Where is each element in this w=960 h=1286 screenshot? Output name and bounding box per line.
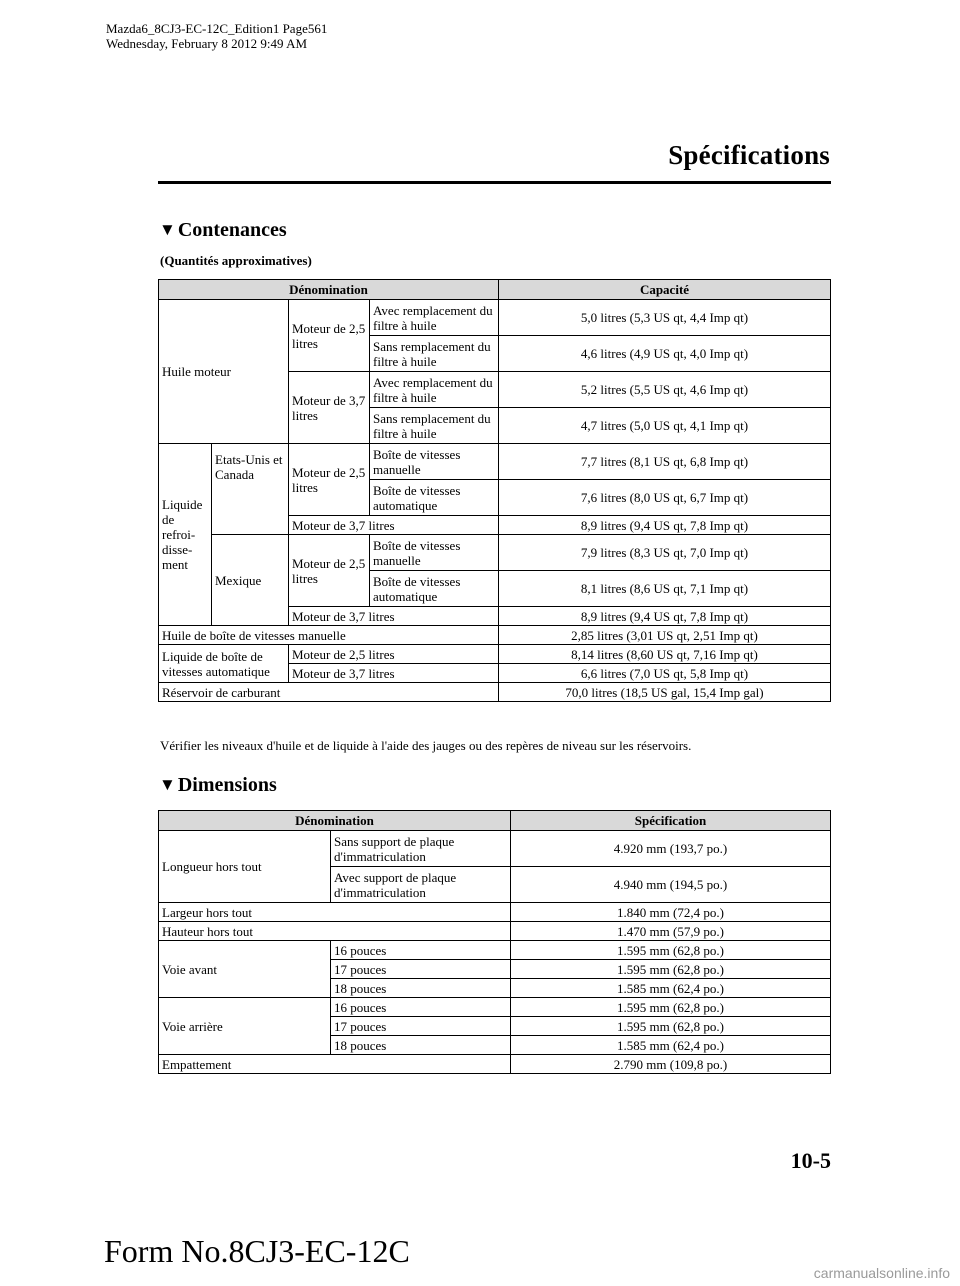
contenances-table xyxy=(158,279,831,702)
moteur-37-label: Moteur de 3,7 litres xyxy=(289,664,499,683)
table-cell-value: 4,6 litres (4,9 US qt, 4,0 Imp qt) xyxy=(499,336,831,372)
verify-note: Vérifier les niveaux d'huile et de liquide à l'aide des jauges ou des repères de niveau sur les réservoirs. xyxy=(160,738,692,753)
moteur-25-label: Moteur de 2,5 litres xyxy=(289,444,370,516)
approx-note: (Quantités approximatives) xyxy=(160,253,312,268)
table-row xyxy=(159,831,831,867)
table-row xyxy=(159,300,831,336)
contenances-heading xyxy=(159,219,287,242)
table-cell-value: 1.595 mm (62,8 po.) xyxy=(511,1017,831,1036)
moteur-37-label: Moteur de 3,7 litres xyxy=(289,607,499,626)
voie-avant-label: Voie avant xyxy=(159,941,331,998)
table-row xyxy=(159,941,831,960)
moteur-25-label: Moteur de 2,5 litres xyxy=(289,300,370,372)
table-cell-value: 70,0 litres (18,5 US gal, 15,4 Imp gal) xyxy=(499,683,831,702)
hauteur-label: Hauteur hors tout xyxy=(159,922,511,941)
table-cell-value: 1.585 mm (62,4 po.) xyxy=(511,979,831,998)
contenances-heading-text: Contenances xyxy=(177,219,287,241)
sans-filtre-label: Sans remplacement du filtre à huile xyxy=(370,336,499,372)
watermark: carmanualsonline.info xyxy=(813,1265,950,1281)
sans-support-label: Sans support de plaque d'immatriculation xyxy=(331,831,511,867)
col-header-denomination: Dénomination xyxy=(159,280,499,300)
pouces-label: 18 pouces xyxy=(331,1036,511,1055)
liquide-refroidissement-label: Liquide de refroi- disse- ment xyxy=(159,444,212,626)
huile-moteur-label: Huile moteur xyxy=(159,300,289,444)
moteur-25-label: Moteur de 2,5 litres xyxy=(289,535,370,607)
form-number: Form No.8CJ3-EC-12C xyxy=(104,1233,410,1269)
moteur-25-label: Moteur de 2,5 litres xyxy=(289,645,499,664)
reservoir-label: Réservoir de carburant xyxy=(159,683,499,702)
table-header-row xyxy=(159,811,831,831)
triangle-icon: ▼ xyxy=(159,775,176,794)
pouces-label: 18 pouces xyxy=(331,979,511,998)
table-cell-value: 5,2 litres (5,5 US qt, 4,6 Imp qt) xyxy=(499,372,831,408)
table-cell-value: 1.595 mm (62,8 po.) xyxy=(511,941,831,960)
table-cell-value: 8,14 litres (8,60 US qt, 7,16 Imp qt) xyxy=(499,645,831,664)
table-cell-value: 4.940 mm (194,5 po.) xyxy=(511,867,831,903)
longueur-label: Longueur hors tout xyxy=(159,831,331,903)
table-cell-value: 4.920 mm (193,7 po.) xyxy=(511,831,831,867)
table-cell-value: 1.595 mm (62,8 po.) xyxy=(511,998,831,1017)
table-cell-value: 2.790 mm (109,8 po.) xyxy=(511,1055,831,1074)
table-row xyxy=(159,626,831,645)
pouces-label: 17 pouces xyxy=(331,960,511,979)
table-row xyxy=(159,645,831,664)
table-cell-value: 5,0 litres (5,3 US qt, 4,4 Imp qt) xyxy=(499,300,831,336)
avec-filtre-label: Avec remplacement du filtre à huile xyxy=(370,372,499,408)
bv-auto-label: Boîte de vitesses automatique xyxy=(370,571,499,607)
table-cell-value: 6,6 litres (7,0 US qt, 5,8 Imp qt) xyxy=(499,664,831,683)
table-row xyxy=(159,1055,831,1074)
liquide-bv-auto-label: Liquide de boîte de vitesses automatique xyxy=(159,645,289,683)
pouces-label: 16 pouces xyxy=(331,941,511,960)
avec-support-label: Avec support de plaque d'immatriculation xyxy=(331,867,511,903)
etats-unis-canada-label: Etats-Unis et Canada xyxy=(212,444,289,535)
col-header-specification: Spécification xyxy=(511,811,831,831)
table-row xyxy=(159,444,831,480)
table-cell-value: 8,1 litres (8,6 US qt, 7,1 Imp qt) xyxy=(499,571,831,607)
table-row xyxy=(159,535,831,571)
pouces-label: 16 pouces xyxy=(331,998,511,1017)
mexique-label: Mexique xyxy=(212,535,289,626)
table-cell-value: 1.595 mm (62,8 po.) xyxy=(511,960,831,979)
table-cell-value: 2,85 litres (3,01 US qt, 2,51 Imp qt) xyxy=(499,626,831,645)
table-cell-value: 7,6 litres (8,0 US qt, 6,7 Imp qt) xyxy=(499,480,831,516)
bv-manuelle-label: Boîte de vitesses manuelle xyxy=(370,535,499,571)
page-number: 10-5 xyxy=(790,1148,831,1173)
dimensions-heading xyxy=(159,774,277,797)
avec-filtre-label: Avec remplacement du filtre à huile xyxy=(370,300,499,336)
table-cell-value: 7,9 litres (8,3 US qt, 7,0 Imp qt) xyxy=(499,535,831,571)
table-cell-value: 1.470 mm (57,9 po.) xyxy=(511,922,831,941)
col-header-capacite: Capacité xyxy=(499,280,831,300)
table-row xyxy=(159,903,831,922)
print-header-line2: Wednesday, February 8 2012 9:49 AM xyxy=(106,36,308,51)
table-row xyxy=(159,922,831,941)
table-cell-value: 1.585 mm (62,4 po.) xyxy=(511,1036,831,1055)
col-header-denomination: Dénomination xyxy=(159,811,511,831)
table-header-row xyxy=(159,280,831,300)
dimensions-table xyxy=(158,810,831,1074)
table-cell-value: 4,7 litres (5,0 US qt, 4,1 Imp qt) xyxy=(499,408,831,444)
bv-manuelle-label: Boîte de vitesses manuelle xyxy=(370,444,499,480)
dimensions-heading-text: Dimensions xyxy=(177,774,277,796)
largeur-label: Largeur hors tout xyxy=(159,903,511,922)
moteur-37-label: Moteur de 3,7 litres xyxy=(289,372,370,444)
moteur-37-label: Moteur de 3,7 litres xyxy=(289,516,499,535)
huile-bv-manuelle-label: Huile de boîte de vitesses manuelle xyxy=(159,626,499,645)
table-row xyxy=(159,683,831,702)
voie-arriere-label: Voie arrière xyxy=(159,998,331,1055)
pouces-label: 17 pouces xyxy=(331,1017,511,1036)
table-cell-value: 7,7 litres (8,1 US qt, 6,8 Imp qt) xyxy=(499,444,831,480)
triangle-icon: ▼ xyxy=(159,220,176,239)
section-title: Spécifications xyxy=(668,140,830,170)
sans-filtre-label: Sans remplacement du filtre à huile xyxy=(370,408,499,444)
bv-auto-label: Boîte de vitesses automatique xyxy=(370,480,499,516)
table-cell-value: 8,9 litres (9,4 US qt, 7,8 Imp qt) xyxy=(499,607,831,626)
title-rule xyxy=(158,181,831,184)
table-row xyxy=(159,998,831,1017)
table-cell-value: 1.840 mm (72,4 po.) xyxy=(511,903,831,922)
empattement-label: Empattement xyxy=(159,1055,511,1074)
table-cell-value: 8,9 litres (9,4 US qt, 7,8 Imp qt) xyxy=(499,516,831,535)
print-header-line1: Mazda6_8CJ3-EC-12C_Edition1 Page561 xyxy=(106,21,328,36)
